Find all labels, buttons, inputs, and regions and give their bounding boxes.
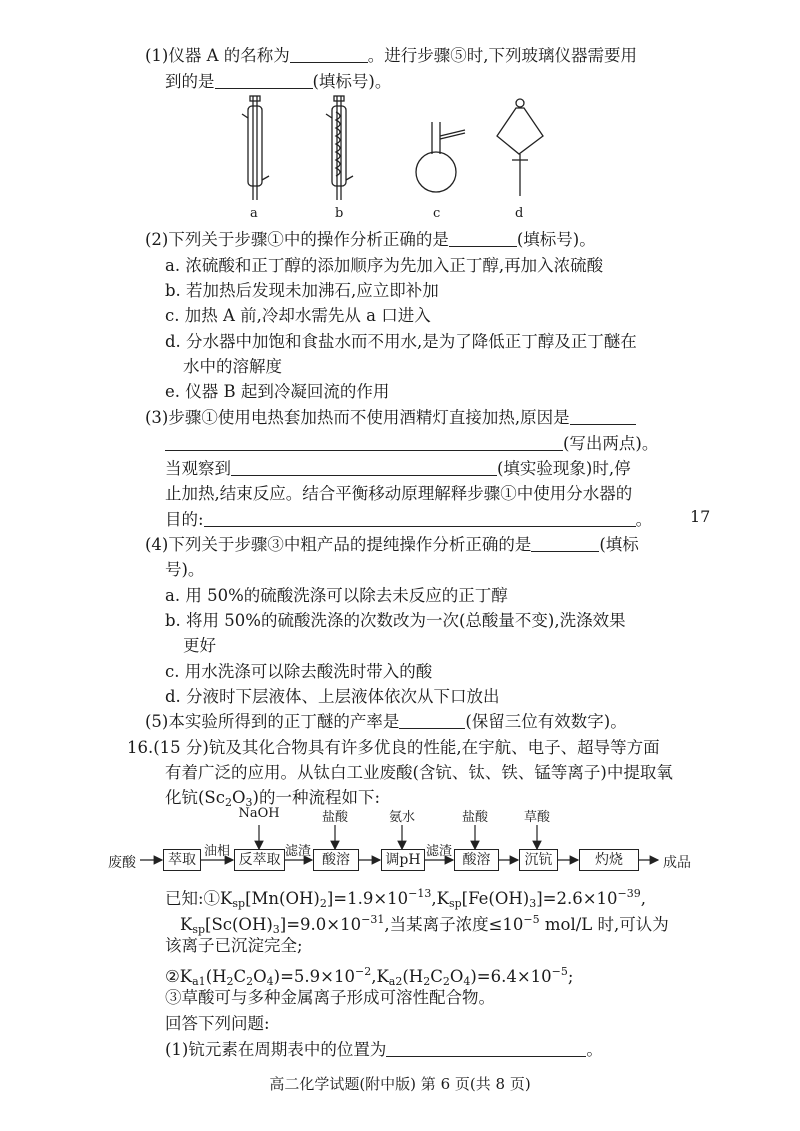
q15-p3-line5: 目的: 。 xyxy=(165,510,653,529)
apparatus-label-a: a xyxy=(250,206,258,221)
q15-p4-option-b-cont: 更好 xyxy=(183,636,216,655)
reagent-ammonia: 氨水 xyxy=(388,810,415,825)
q16-answer-prompt: 回答下列问题: xyxy=(165,1014,270,1033)
q15-p3-line3: 当观察到 (填实验现象)时,停 xyxy=(165,459,631,478)
flow-between-oil-phase: 油相 xyxy=(204,844,231,859)
reagent-oxalic-acid: 草酸 xyxy=(523,810,550,825)
q15-p4-option-c: c. 用水洗涤可以除去酸洗时带入的酸 xyxy=(165,662,433,681)
q15-p4-option-b: b. 将用 50%的硫酸洗涤的次数改为一次(总酸量不变),洗涤效果 xyxy=(165,611,626,630)
q16-intro-line1: 16.(15 分)钪及其化合物具有许多优良的性能,在宇航、电子、超导等方面 xyxy=(127,738,660,757)
q15-p2-option-d-cont: 水中的溶解度 xyxy=(183,357,282,376)
q15-p3-line4: 止加热,结束反应。结合平衡移动原理解释步骤①中使用分水器的 xyxy=(165,484,633,503)
q15-p2-option-c: c. 加热 A 前,冷却水需先从 a 口进入 xyxy=(165,306,431,325)
apparatus-label-b: b xyxy=(335,206,344,221)
reagent-hcl-1: 盐酸 xyxy=(321,810,348,825)
q16-intro-line2: 有着广泛的应用。从钛白工业废酸(含钪、钛、铁、锰等离子)中提取氧 xyxy=(165,763,673,782)
page-footer: 高二化学试题(附中版) 第 6 页(共 8 页) xyxy=(269,1075,531,1093)
apparatus-label-c: c xyxy=(433,206,441,221)
q16-p1: (1)钪元素在周期表中的位置为 。 xyxy=(165,1040,603,1059)
distillation-flask-drawing xyxy=(416,122,465,192)
q15-p1-line2: 到的是 (填标号)。 xyxy=(165,72,392,91)
q16-known-line3: 该离子已沉淀完全; xyxy=(165,936,303,955)
q15-p5: (5)本实验所得到的正丁醚的产率是 (保留三位有效数字)。 xyxy=(145,712,627,731)
coil-condenser-drawing xyxy=(326,96,353,200)
flow-step-adjust-ph: 调pH xyxy=(381,849,425,871)
q15-p4-stem-cont: 号)。 xyxy=(165,560,205,579)
q15-p4-option-d: d. 分液时下层液体、上层液体依次从下口放出 xyxy=(165,687,500,706)
q15-p3-line2: (写出两点)。 xyxy=(165,432,658,456)
flow-between-residue-2: 滤渣 xyxy=(426,844,453,859)
q15-p1-line1: (1)仪器 A 的名称为 。进行步骤⑤时,下列玻璃仪器需要用 xyxy=(145,46,638,65)
q15-p2-stem: (2)下列关于步骤①中的操作分析正确的是 (填标号)。 xyxy=(145,230,596,249)
flow-step-precipitate-sc: 沉钪 xyxy=(519,849,558,871)
q16-known-line5: ③草酸可与多种金属离子形成可溶性配合物。 xyxy=(165,988,495,1007)
q16-known-line2: $K_{sp}[Sc(OH)_3]=9.0\times 10^{-31}$,当某离子浓度$\le 10^{-5}$ mol/L 时,可认为 xyxy=(180,913,669,936)
reagent-naoh: NaOH xyxy=(238,806,280,821)
flow-between-residue-1: 滤渣 xyxy=(285,844,312,859)
q15-p2-option-e: e. 仪器 B 起到冷凝回流的作用 xyxy=(165,382,390,401)
flow-step-back-extraction: 反萃取 xyxy=(234,849,285,871)
q16-known-line1: 已知$:①K_{sp}[Mn(OH)_2]=1.9\times 10^{-13},K_{sp}[Fe(OH)_3]=2.6\times 10^{-39}$, xyxy=(165,887,646,910)
flow-step-calcine: 灼烧 xyxy=(579,849,639,871)
flow-step-acid-dissolve-2: 酸溶 xyxy=(454,849,499,871)
straight-condenser-drawing xyxy=(242,96,269,200)
q16-known-line4: $②K_{a1}(H_2C_2O_4)=5.9\times 10^{-2},K_{a2}(H_2C_2O_4)=6.4\times 10^{-5}$; xyxy=(165,965,574,988)
flow-end: 成品 xyxy=(663,855,691,871)
separatory-funnel-drawing xyxy=(497,99,543,196)
q15-p3-line1: (3)步骤①使用电热套加热而不使用酒精灯直接加热,原因是 xyxy=(145,406,636,430)
flow-start: 废酸 xyxy=(108,855,136,871)
apparatus-figure xyxy=(225,92,555,220)
apparatus-label-d: d xyxy=(515,206,524,221)
q15-p4-stem: (4)下列关于步骤③中粗产品的提纯操作分析正确的是 (填标 xyxy=(145,535,639,554)
reagent-hcl-2: 盐酸 xyxy=(461,810,488,825)
q15-p2-option-d: d. 分水器中加饱和食盐水而不用水,是为了降低正丁醇及正丁醚在 xyxy=(165,332,637,351)
q16-intro-line3: 化钪$(Sc_2O_3)$的一种流程如下: xyxy=(165,788,381,809)
flow-step-extraction: 萃取 xyxy=(163,849,201,871)
side-page-number: 17 xyxy=(690,507,711,526)
q15-p4-option-a: a. 用 50%的硫酸洗涤可以除去未反应的正丁醇 xyxy=(165,586,508,605)
flow-step-acid-dissolve-1: 酸溶 xyxy=(313,849,359,871)
q15-p2-option-a: a. 浓硫酸和正丁醇的添加顺序为先加入正丁醇,再加入浓硫酸 xyxy=(165,256,604,275)
q15-p2-option-b: b. 若加热后发现未加沸石,应立即补加 xyxy=(165,281,439,300)
